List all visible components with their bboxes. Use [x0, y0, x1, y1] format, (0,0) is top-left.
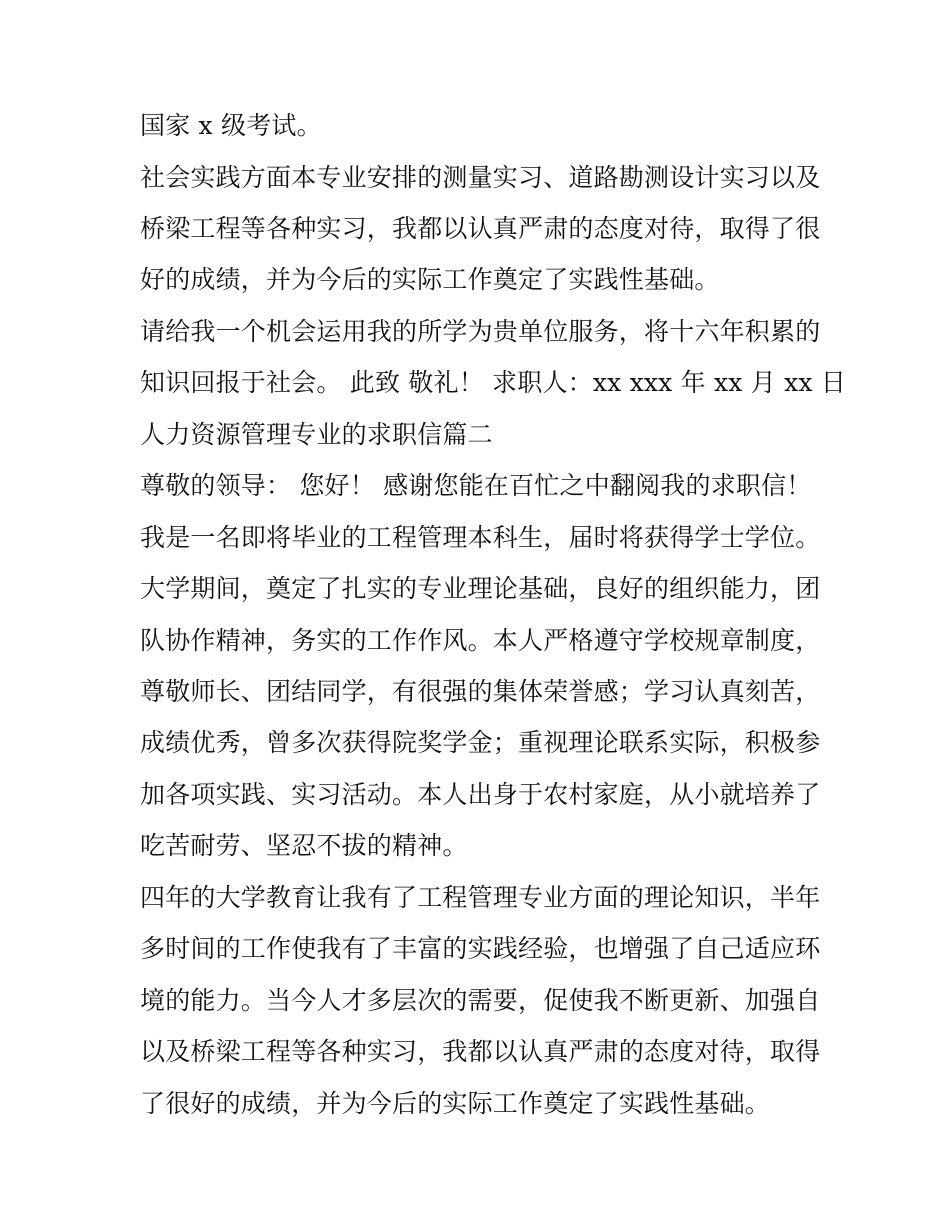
text-line: 桥梁工程等各种实习，我都以认真严肃的态度对待，取得了很: [140, 214, 821, 243]
text-line: 尊敬师长、团结同学，有很强的集体荣誉感；学习认真刻苦，: [140, 677, 821, 706]
text-line: 加各项实践、实习活动。本人出身于农村家庭，从小就培养了: [140, 780, 821, 809]
section-heading: 人力资源管理专业的求职信篇二: [140, 420, 493, 449]
text-line: 了很好的成绩，并为今后的实际工作奠定了实践性基础。: [140, 1089, 771, 1118]
text-line: 境的能力。当今人才多层次的需要，促使我不断更新、加强自: [140, 986, 821, 1015]
text-line: 请给我一个机会运用我的所学为贵单位服务，将十六年积累的: [140, 317, 821, 346]
text-line: 成绩优秀，曾多次获得院奖学金；重视理论联系实际，积极参: [140, 728, 821, 757]
text-line: 吃苦耐劳、坚忍不拔的精神。: [140, 831, 468, 860]
text-line: 队协作精神，务实的工作作风。本人严格遵守学校规章制度，: [140, 626, 821, 655]
text-line: 社会实践方面本专业安排的测量实习、道路勘测设计实习以及: [140, 163, 821, 192]
text-line: 大学期间，奠定了扎实的专业理论基础，良好的组织能力，团: [140, 574, 821, 603]
text-line: 好的成绩，并为今后的实际工作奠定了实践性基础。: [140, 265, 720, 294]
text-line: 以及桥梁工程等各种实习，我都以认真严肃的态度对待，取得: [140, 1037, 821, 1066]
text-line: 尊敬的领导： 您好！ 感谢您能在百忙之中翻阅我的求职信！: [140, 471, 812, 500]
text-line: 知识回报于社会。 此致 敬礼！ 求职人：xx xxx 年 xx 月 xx 日: [140, 368, 847, 397]
text-line: 四年的大学教育让我有了工程管理专业方面的理论知识，半年: [140, 883, 821, 912]
text-line: 我是一名即将毕业的工程管理本科生，届时将获得学士学位。: [140, 523, 821, 552]
text-line: 国家 x 级考试。: [140, 111, 322, 140]
text-line: 多时间的工作使我有了丰富的实践经验，也增强了自己适应环: [140, 934, 821, 963]
